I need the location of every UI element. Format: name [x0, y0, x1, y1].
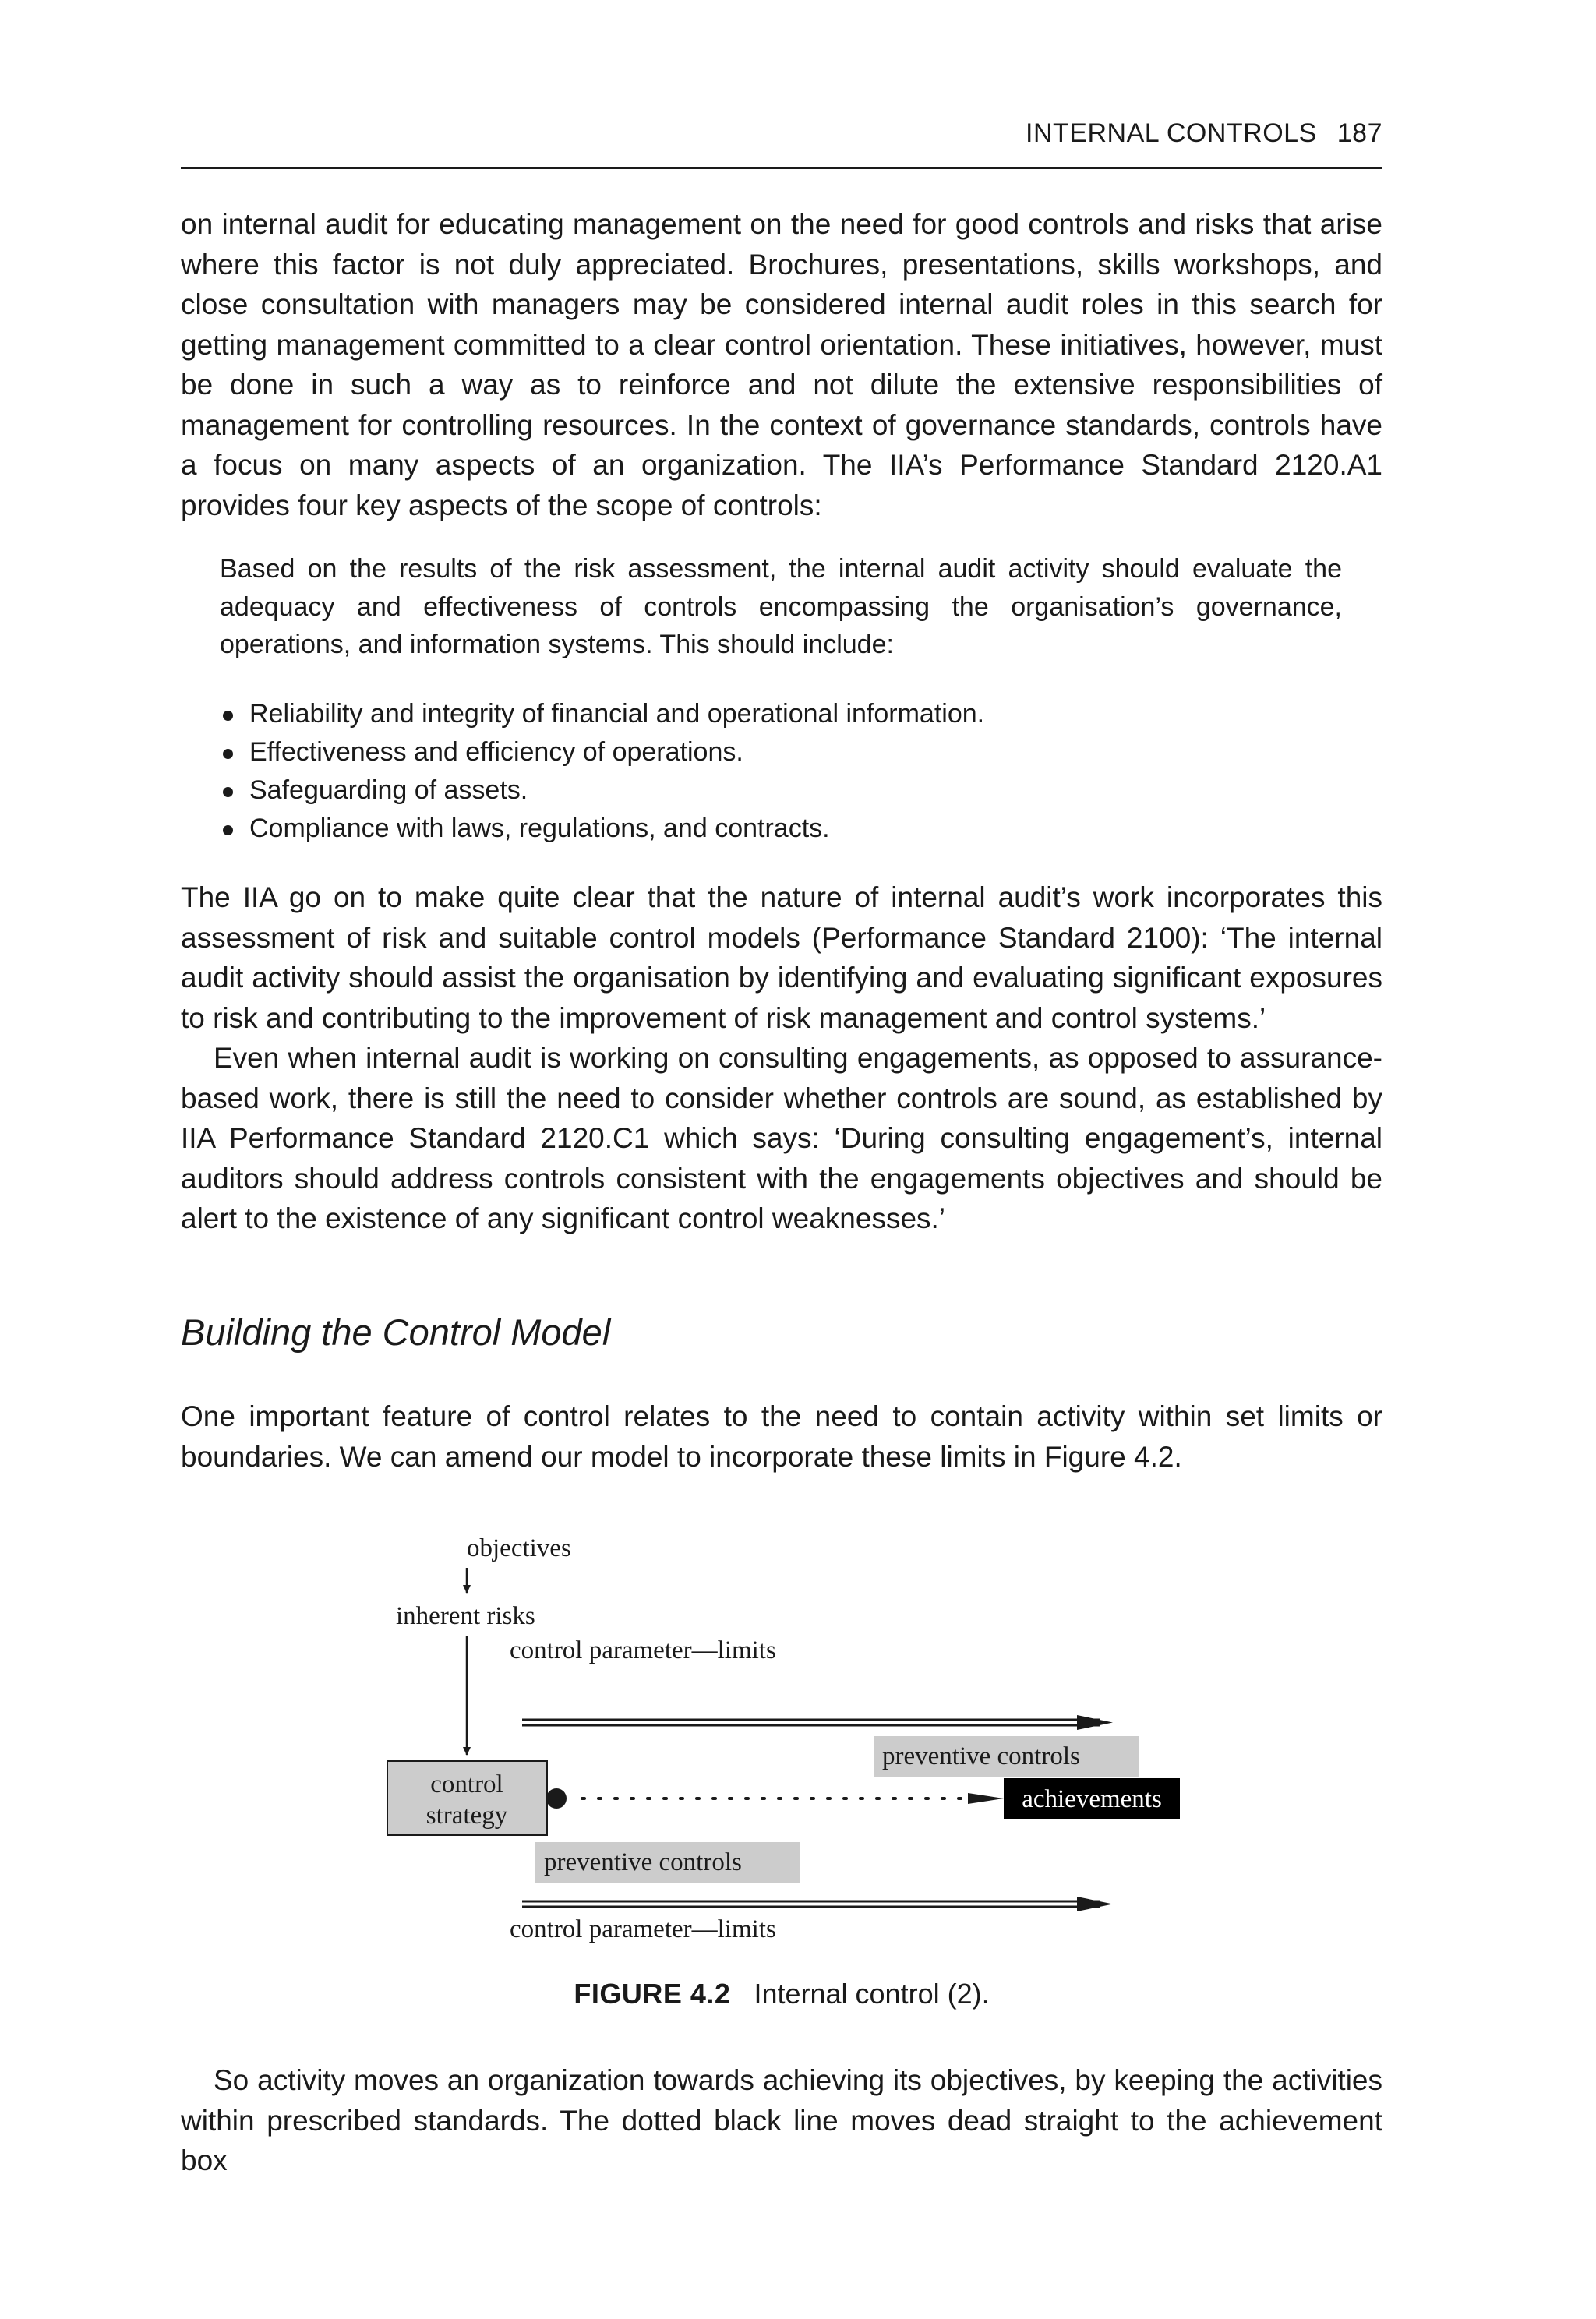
- upper-limit-arrow: [522, 1715, 1113, 1730]
- bullet-icon: [223, 825, 233, 835]
- control-model-diagram: [181, 1520, 1382, 1956]
- list-item-text: Effectiveness and efficiency of operations.: [249, 737, 743, 767]
- activity-arrowhead: [968, 1793, 1004, 1804]
- list-item-text: Safeguarding of assets.: [249, 775, 528, 805]
- paragraph-3: Even when internal audit is working on consulting engagements, as opposed to assurance-based work, there is still the need to consider whether controls are sound, as established by IIA Performance Standard 2120.C1 which says: ‘During consulting engagement’s, internal auditors should address controls consistent with the engagements objectives and should be alert to the existence of any significant control weaknesses.’: [181, 1042, 1382, 1234]
- list-item: [220, 733, 1342, 771]
- inherent-risks-label: inherent risks: [396, 1602, 535, 1630]
- list-item-text: Reliability and integrity of financial and operational information.: [249, 699, 985, 729]
- control-strategy-line1: control: [430, 1770, 503, 1798]
- preventive-controls-bottom-label: preventive controls: [544, 1848, 742, 1876]
- lower-limit-arrow: [522, 1897, 1113, 1911]
- figure-caption-text: Internal control (2).: [754, 1978, 990, 2010]
- paragraph-2: The IIA go on to make quite clear that the nature of internal audit’s work incorporates this assessment of risk and suitable control models (Performance Standard 2100): ‘The internal audit activity should assist the organisation by identifying and evaluating significant exposures to risk and contributing to the improvement of risk management and control systems.’: [181, 881, 1382, 1034]
- control-parameter-top-label: control parameter—limits: [510, 1636, 776, 1664]
- figure-caption-label: FIGURE 4.2: [574, 1978, 731, 2010]
- objectives-label: objectives: [467, 1534, 571, 1562]
- list-item-text: Compliance with laws, regulations, and contracts.: [249, 814, 830, 843]
- achievements-label: achievements: [1022, 1785, 1162, 1813]
- list-item: [220, 771, 1342, 810]
- bullet-list: [220, 695, 1342, 848]
- running-head-section: INTERNAL CONTROLS: [1026, 118, 1317, 148]
- figure-4-2: [181, 1520, 1382, 1956]
- bullet-icon: [223, 711, 233, 721]
- preventive-controls-top-label: preventive controls: [882, 1742, 1080, 1770]
- running-head: [181, 118, 1382, 149]
- section-heading: Building the Control Model: [181, 1311, 611, 1353]
- bullet-icon: [223, 787, 233, 797]
- page-number: 187: [1336, 118, 1382, 148]
- bullet-icon: [223, 749, 233, 759]
- header-rule: [181, 167, 1382, 169]
- paragraph-5: So activity moves an organization towards achieving its objectives, by keeping the activities within prescribed standards. The dotted black line moves dead straight to the achievement box: [181, 2064, 1382, 2176]
- activity-start-dot: [546, 1788, 567, 1809]
- list-item: [220, 810, 1342, 848]
- paragraph-4: One important feature of control relates to the need to contain activity within set limits or boundaries. We can amend our model to incorporate these limits in Figure 4.2.: [181, 1400, 1382, 1473]
- paragraph-1: on internal audit for educating management on the need for good controls and risks that arise where this factor is not duly appreciated. Brochures, presentations, skills workshops, and close consultation with managers may be considered internal audit roles in this search for getting management committed to a clear control orientation. These initiatives, however, must be done in such a way as to reinforce and not dilute the extensive responsibilities of management for controlling resources. In the context of governance standards, controls have a focus on many aspects of an organization. The IIA’s Performance Standard 2120.A1 provides four key aspects of the scope of controls:: [181, 208, 1382, 521]
- control-strategy-line2: strategy: [425, 1802, 508, 1830]
- control-parameter-bottom-label: control parameter—limits: [510, 1915, 776, 1943]
- figure-caption: [181, 1978, 1382, 2010]
- list-item: [220, 695, 1342, 733]
- block-quote: Based on the results of the risk assessment, the internal audit activity should evaluate the adequacy and effectiveness of controls encompassing the organisation’s governance, operations, and information systems. This should include:: [220, 554, 1342, 659]
